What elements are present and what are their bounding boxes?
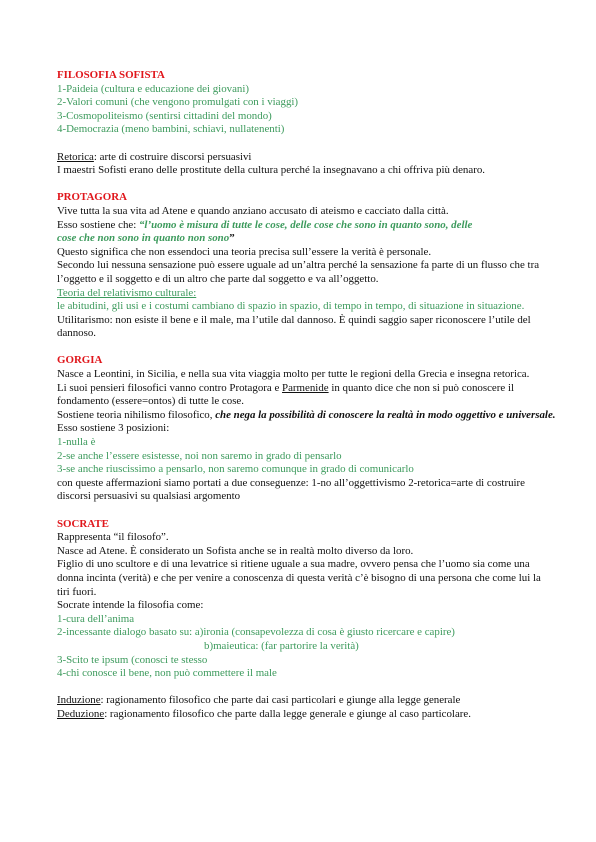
socrate-item-1: 1-cura dell’anima xyxy=(57,612,135,625)
socrate-paragraph-2: Nasce ad Atene. È considerato un Sofista anche se in realtà molto diverso da loro. xyxy=(57,544,414,557)
socrate-item-3: 3-Scito te ipsum (conosci te stesso xyxy=(57,653,208,666)
retorica-def-text: : arte di costruire discorsi persuasivi xyxy=(93,150,252,163)
gorgia-paragraph-1: Nasce a Leontini, in Sicilia, e nella sua vita viaggia molto per tutte le regioni della Grecia e insegna retorica. xyxy=(57,368,530,381)
gorgia-paragraph-2 xyxy=(57,382,556,409)
gorgia-conclusion: con queste affermazioni siamo portati a due conseguenze: 1-no all’oggettivismo 2-retorica=arte di costruire discorsi persuasivi su qualsiasi argomento xyxy=(57,476,526,503)
protagora-paragraph-1: Questo significa che non essendoci una teoria precisa sull’essere la verità è personale. xyxy=(57,245,432,258)
socrate-paragraph-4: Socrate intende la filosofia come: xyxy=(57,599,204,612)
deduzione-def-text: : ragionamento filosofico che parte dalla legge generale e giunge al caso particolare. xyxy=(104,707,471,720)
gorgia-p2-a: Li suoi pensieri filosofici vanno contro Protagora e xyxy=(57,381,283,394)
protagora-quote-b: cose che non sono in quanto non sono xyxy=(57,232,230,245)
retorica-definition xyxy=(57,151,556,165)
gorgia-p3-a: Sostiene teoria nihilismo filosofico, xyxy=(57,408,216,421)
gorgia-position-1: 1-nulla è xyxy=(57,436,96,449)
socrate-item-2: 2-incessante dialogo basato su: a)ironia (consapevolezza di cosa è giusto ricercare e capire) xyxy=(57,626,455,639)
sofista-point-2: 2-Valori comuni (che vengono promulgati con i viaggi) xyxy=(57,96,299,109)
utilitarismo-paragraph: Utilitarismo: non esiste il bene e il male, ma l’utile dal dannoso. È quindi saggio saper riconoscere l’utile del dannoso. xyxy=(57,313,531,340)
deduzione-term: Deduzione xyxy=(57,707,105,720)
gorgia-p2-b: in quanto dice che non si può conoscere il fondamento (essere=ontos) di tutte le cose. xyxy=(57,381,515,408)
gorgia-paragraph-3 xyxy=(57,409,556,423)
relativismo-text: le abitudini, gli usi e i costumi cambiano di spazio in spazio, di tempo in tempo, di situazione in situazione. xyxy=(57,300,525,313)
protagora-quote-close: ” xyxy=(229,232,235,245)
socrate-item-4: 4-chi conosce il bene, non può commettere il male xyxy=(57,667,277,680)
gorgia-paragraph-4: Esso sostiene 3 posizioni: xyxy=(57,422,170,435)
sofista-point-3: 3-Cosmopoliteismo (sentirsi cittadini del mondo) xyxy=(57,109,272,122)
protagora-quote-paragraph xyxy=(57,219,556,246)
gorgia-position-3: 3-se anche riuscissimo a pensarlo, non saremo comunque in grado di comunicarlo xyxy=(57,463,414,476)
induzione-term: Induzione xyxy=(57,694,101,707)
sofista-point-1: 1-Paideia (cultura e educazione dei giovani) xyxy=(57,82,250,95)
induzione-definition xyxy=(57,694,556,708)
section-protagora xyxy=(57,191,556,341)
protagora-paragraph-2: Secondo lui nessuna sensazione può essere uguale ad un’altra perché la sensazione fa parte di un flusso che tra l’oggetto e il soggetto e di un altro che parte dal soggetto e va all’oggetto. xyxy=(57,259,540,285)
socrate-item-2b: b)maieutica: (far partorire la verità) xyxy=(204,639,359,652)
section-socrate xyxy=(57,518,556,722)
protagora-quote-intro: Esso sostiene che: xyxy=(57,218,139,231)
section-title-protagora: PROTAGORA xyxy=(57,191,127,204)
sofista-note: I maestri Sofisti erano delle prostitute della cultura perché la insegnavano a chi offriva più denaro. xyxy=(57,164,486,177)
socrate-paragraph-3: Figlio di uno scultore e di una levatrice si ritiene uguale a sua madre, ovvero pensa che l’uomo sia come una donna incinta (verità) e che per venire a conoscenza di questa verità c’è bisogno di una persona che come lui la tiri fuori. xyxy=(57,558,541,598)
section-gorgia xyxy=(57,354,556,504)
parmenide-name: Parmenide xyxy=(282,381,329,394)
protagora-quote-a: “l’uomo è misura di tutte le cose, delle cose che sono in quanto sono, delle xyxy=(138,218,473,231)
deduzione-definition xyxy=(57,708,556,722)
section-title-sofista: FILOSOFIA SOFISTA xyxy=(57,69,165,81)
induzione-def-text: : ragionamento filosofico che parte dai casi particolari e giunge alla legge generale xyxy=(100,694,461,707)
section-title-socrate: SOCRATE xyxy=(57,517,109,530)
section-sofista xyxy=(57,69,556,178)
gorgia-position-2: 2-se anche l’essere esistesse, noi non saremo in grado di pensarlo xyxy=(57,449,342,462)
socrate-paragraph-1: Rappresenta “il filosofo”. xyxy=(57,531,169,544)
gorgia-p3-b: che nega la possibilità di conoscere la realtà in modo oggettivo e universale. xyxy=(215,408,556,421)
relativismo-title: Teoria del relativismo culturale: xyxy=(57,286,197,299)
protagora-line-1: Vive tutta la sua vita ad Atene e quando anziano accusato di ateismo e cacciato dalla città. xyxy=(57,204,449,217)
retorica-term: Retorica xyxy=(57,150,94,163)
sofista-point-4: 4-Democrazia (meno bambini, schiavi, nullatenenti) xyxy=(57,123,285,136)
section-title-gorgia: GORGIA xyxy=(57,354,103,367)
